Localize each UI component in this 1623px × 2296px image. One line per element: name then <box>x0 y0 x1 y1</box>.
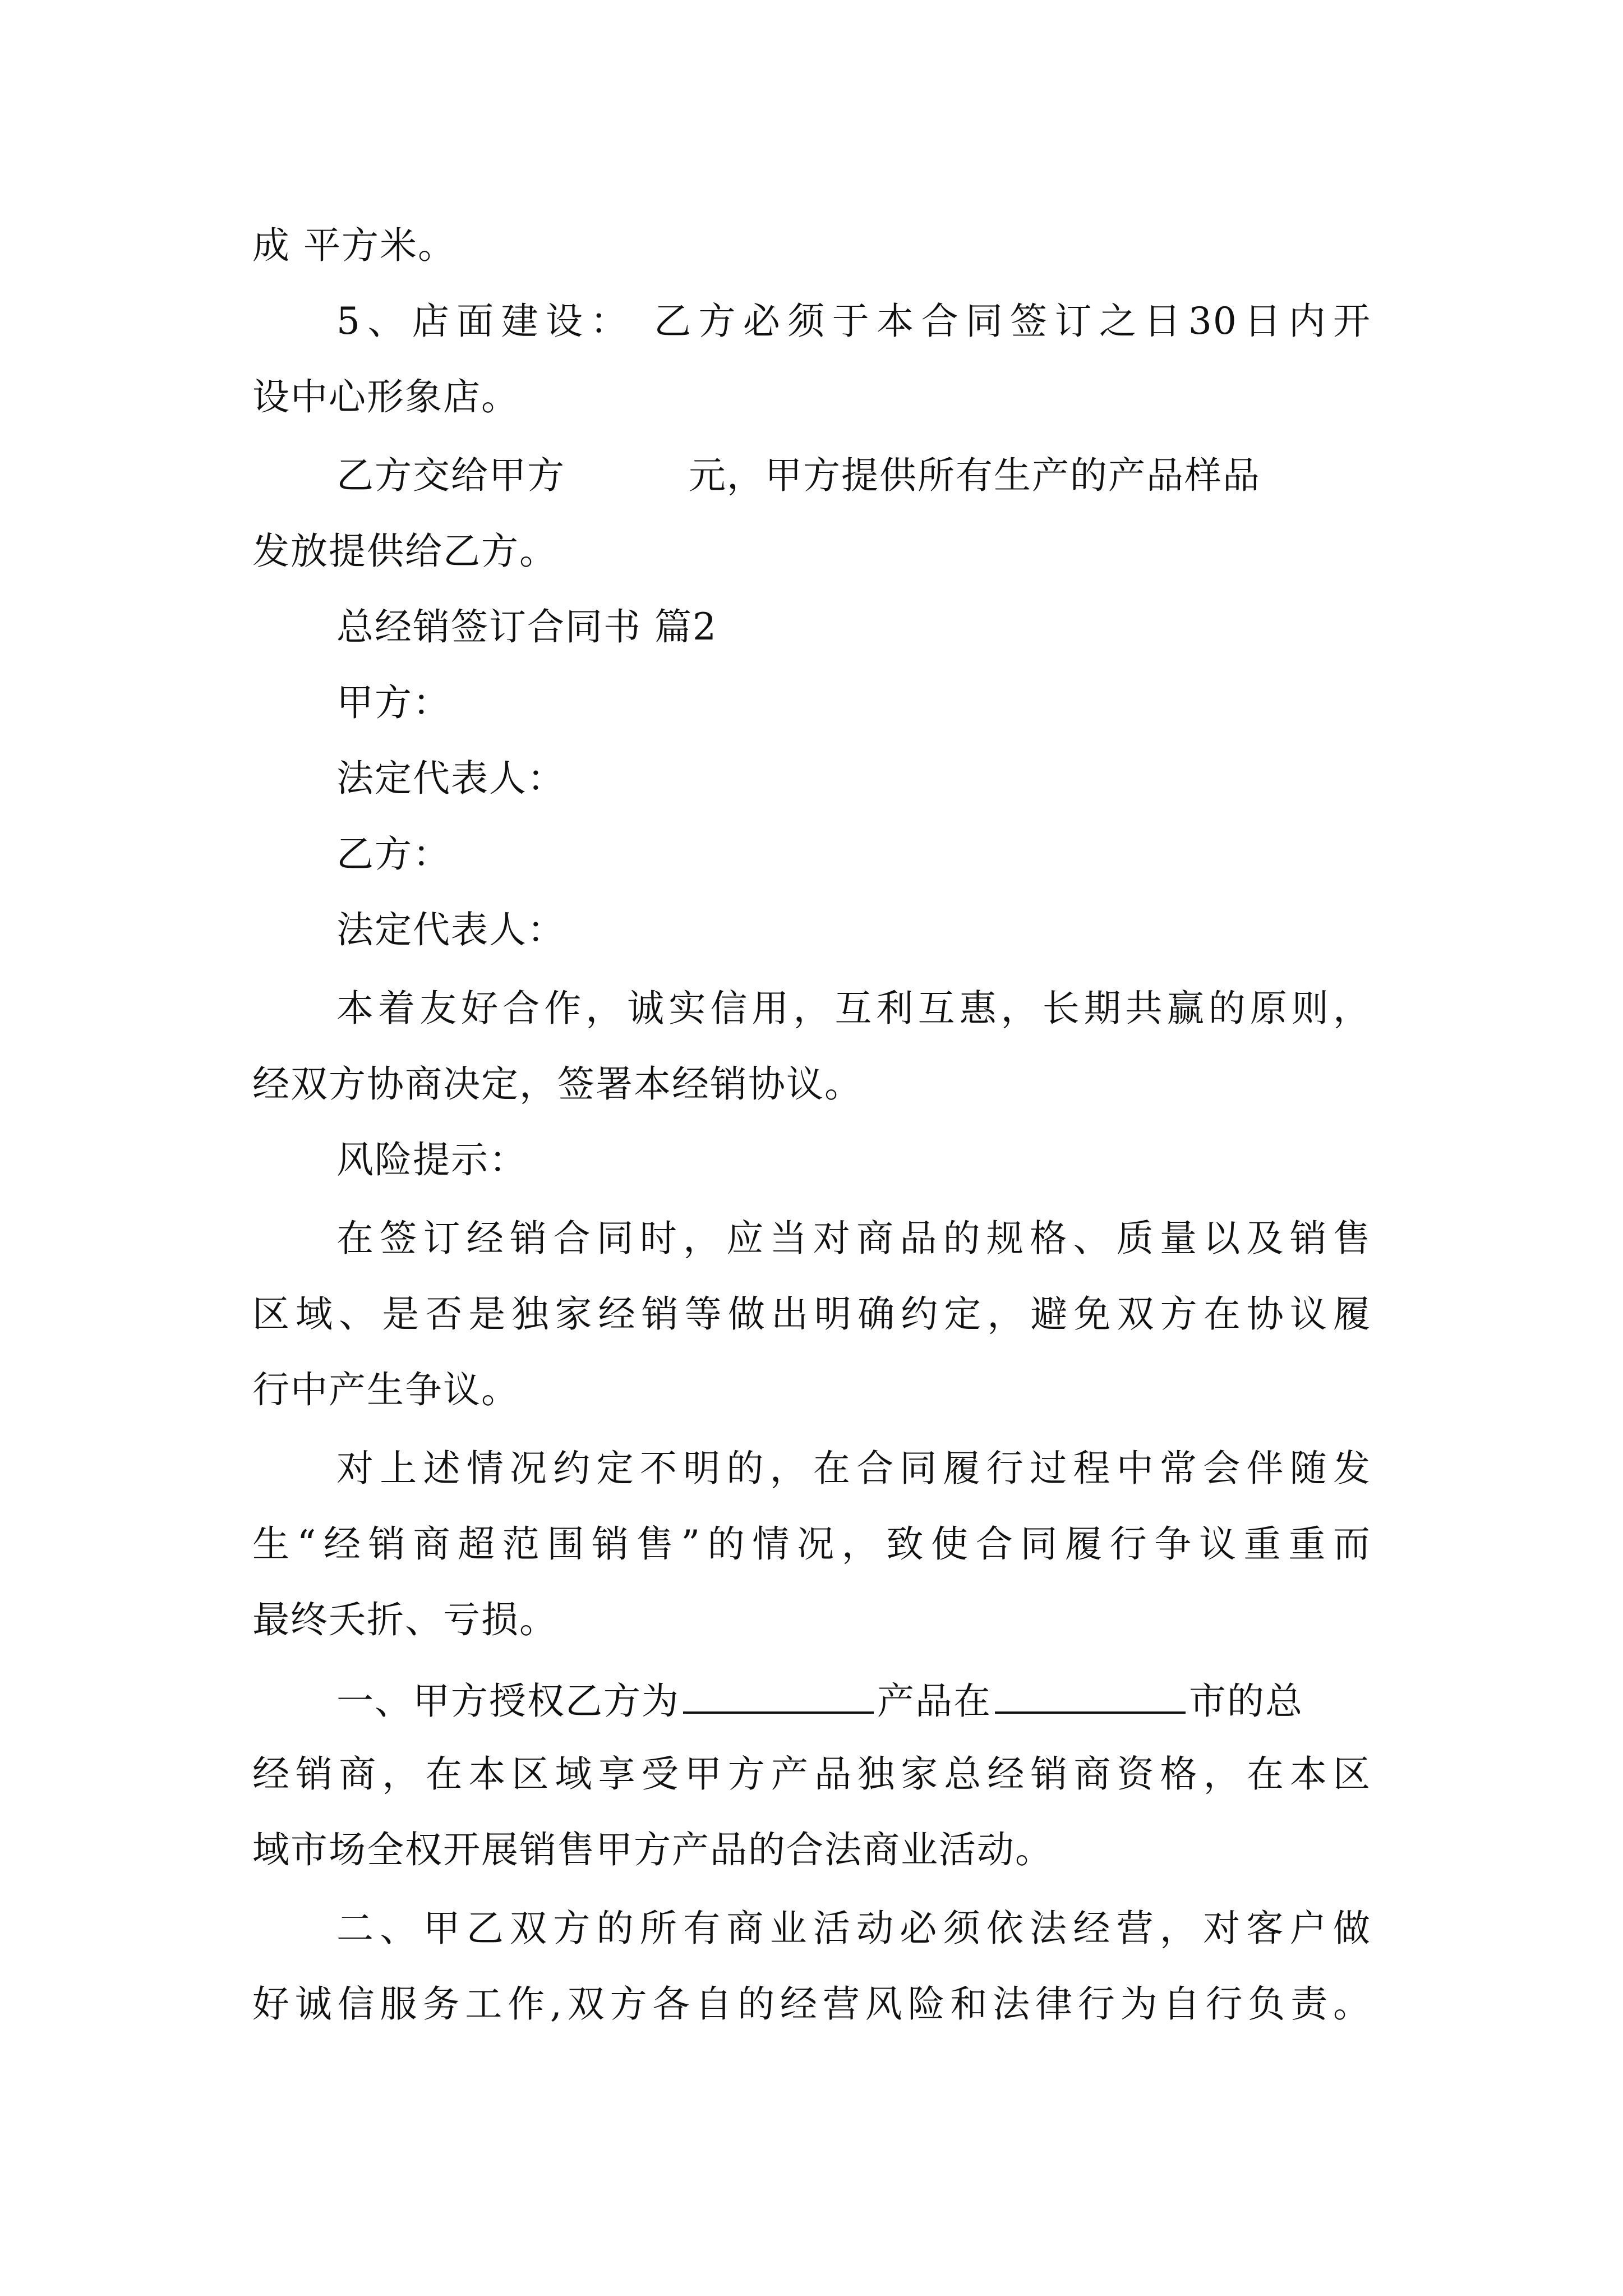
text-line: 经销商，在本区域享受甲方产品独家总经销商资格，在本区 <box>252 1752 1371 1796</box>
text-line: 对上述情况约定不明的，在合同履行过程中常会伴随发 <box>336 1447 1371 1490</box>
text-line: 二、甲乙双方的所有商业活动必须依法经营，对客户做 <box>336 1907 1371 1950</box>
text-line: 最终夭折、亏损。 <box>252 1598 557 1641</box>
text-segment: 乙方交给甲方 <box>336 454 565 497</box>
text-segment: 一、甲方授权乙方为 <box>336 1680 680 1723</box>
text-line: 经双方协商决定，签署本经销协议。 <box>252 1062 863 1106</box>
fill-in-blank <box>995 1680 1186 1714</box>
text-line <box>336 1680 1303 1723</box>
text-line <box>336 454 1261 497</box>
text-line: 生“经销商超范围销售”的情况，致使合同履行争议重重而 <box>252 1522 1371 1566</box>
text-line: 发放提供给乙方。 <box>252 530 557 573</box>
text-line: 区域、是否是独家经销等做出明确约定，避免双方在协议履 <box>252 1292 1371 1336</box>
risk-notice-heading: 风险提示： <box>336 1138 527 1181</box>
text-line: 成 平方米。 <box>252 224 456 267</box>
text-segment: 元，甲方提供所有生产的产品样品 <box>689 454 1261 497</box>
fill-in-blank <box>683 1680 874 1714</box>
party-b-label: 乙方： <box>336 832 451 876</box>
text-segment: 市的总 <box>1189 1680 1303 1723</box>
section-heading: 总经销签订合同书 篇2 <box>336 605 717 648</box>
text-line: 行中产生争议。 <box>252 1368 519 1411</box>
text-line: 5、店面建设： 乙方必须于本合同签订之日30日内开 <box>336 300 1371 343</box>
text-line: 域市场全权开展销售甲方产品的合法商业活动。 <box>252 1828 1053 1871</box>
text-segment: 产品在 <box>877 1680 992 1723</box>
text-line: 设中心形象店。 <box>252 375 519 418</box>
text-line: 本着友好合作，诚实信用，互利互惠，长期共赢的原则， <box>336 987 1371 1030</box>
text-line: 在签订经销合同时，应当对商品的规格、质量以及销售 <box>336 1217 1371 1260</box>
party-a-label: 甲方： <box>336 681 451 724</box>
text-line: 好诚信服务工作,双方各自的经营风险和法律行为自行负责。 <box>252 1982 1371 2026</box>
legal-representative-label: 法定代表人： <box>336 908 565 951</box>
legal-representative-label: 法定代表人： <box>336 757 565 800</box>
